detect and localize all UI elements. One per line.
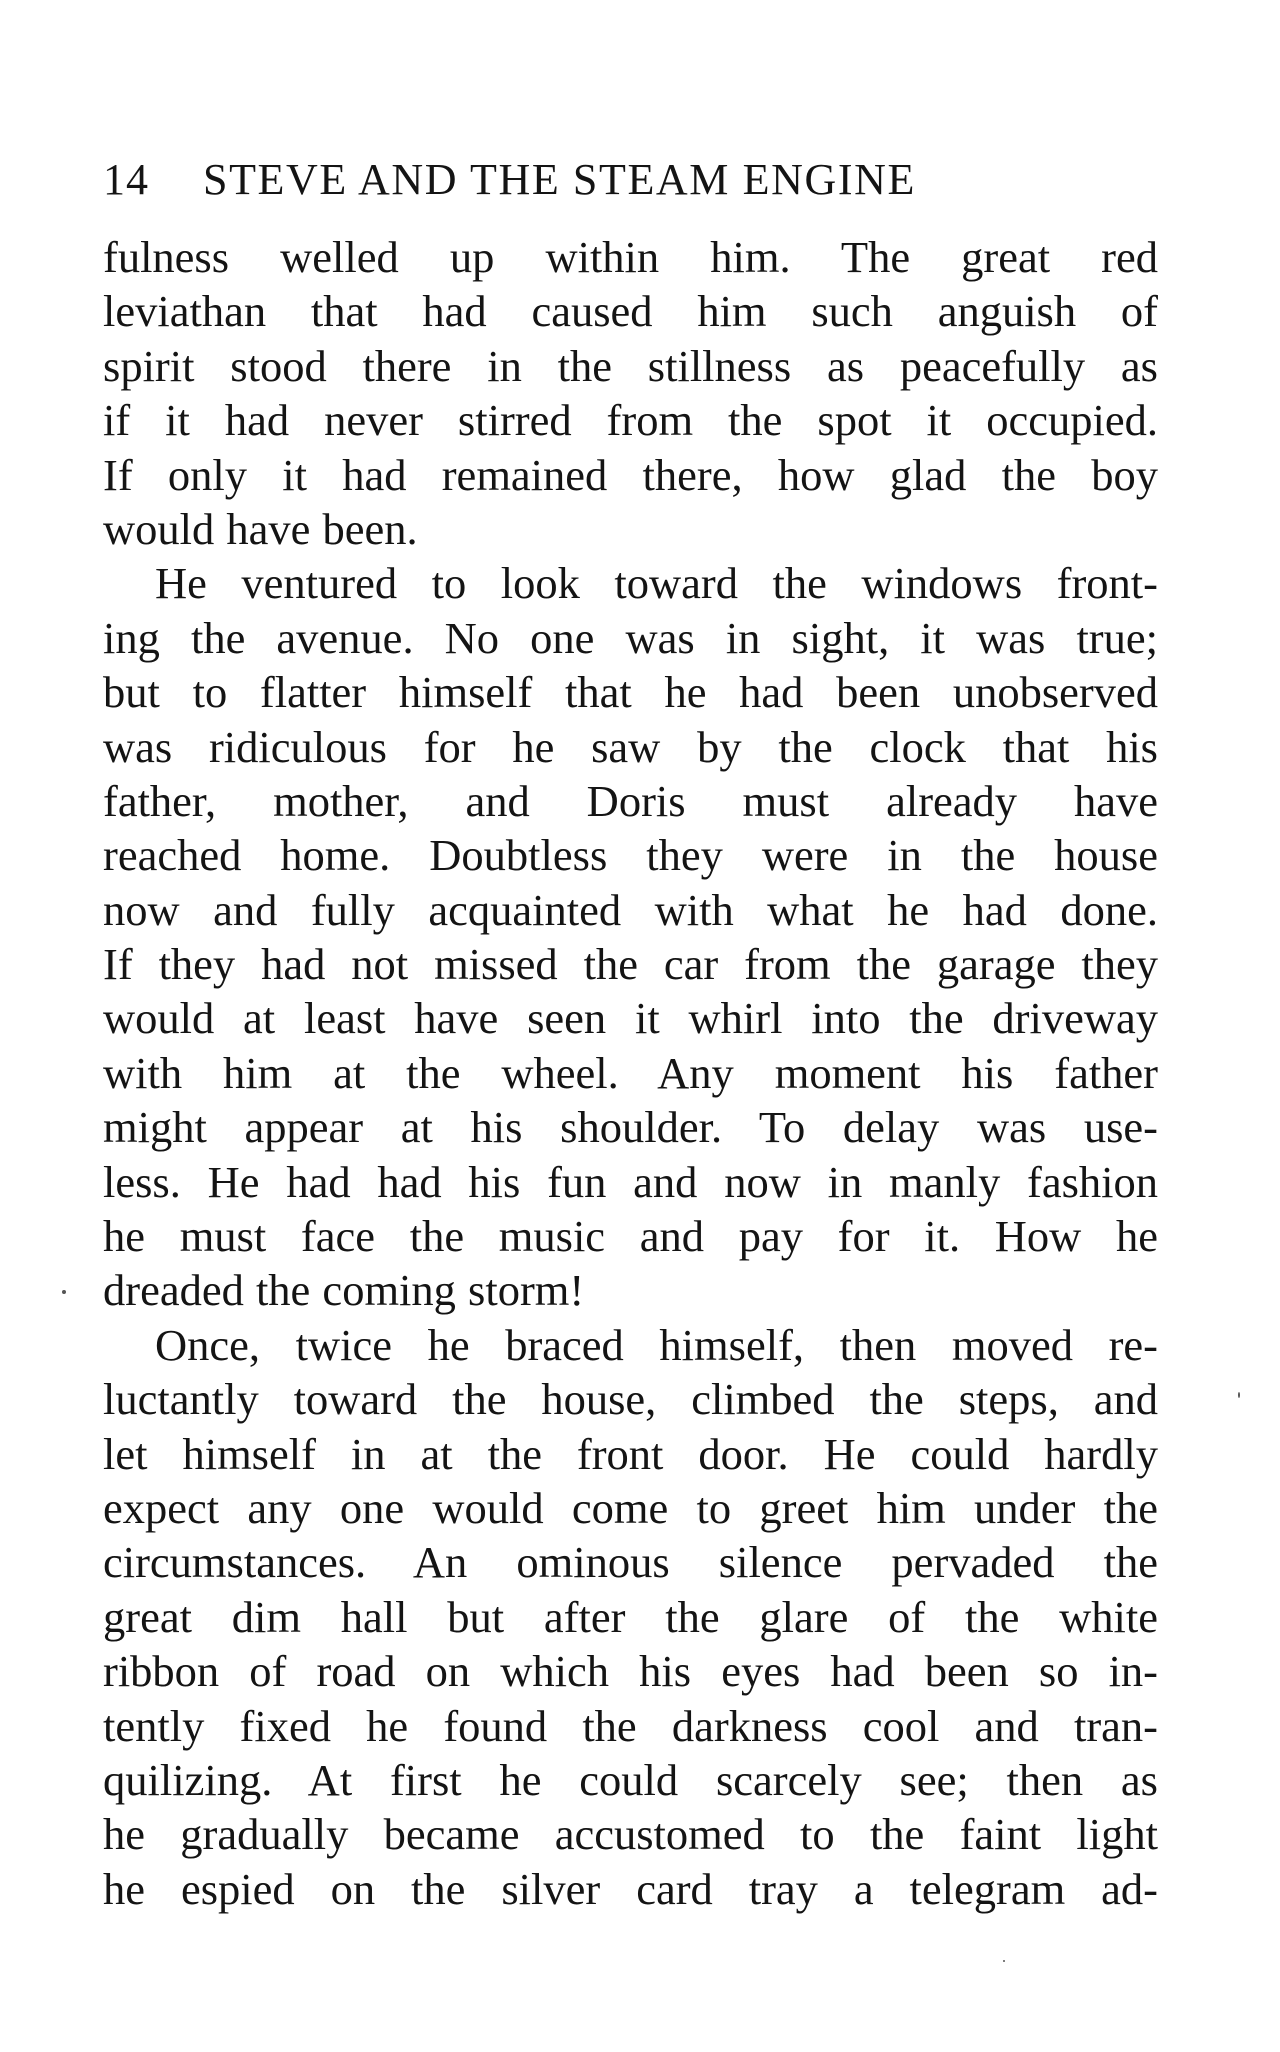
text-line: would have been. — [103, 503, 418, 554]
print-speck — [62, 1290, 66, 1294]
text-line: ribbon of road on which his eyes had been so in- — [103, 1646, 1158, 1697]
text-line: leviathan that had caused him such anguish of — [103, 286, 1158, 337]
text-line: great dim hall but after the glare of the white — [103, 1591, 1158, 1642]
text-line: tently fixed he found the darkness cool and tran- — [103, 1700, 1158, 1751]
text-line: reached home. Doubtless they were in the house — [103, 830, 1158, 881]
text-line: he gradually became accustomed to the faint light — [103, 1809, 1158, 1860]
text-line: was ridiculous for he saw by the clock that his — [103, 721, 1158, 772]
text-line: less. He had had his fun and now in manly fashion — [103, 1156, 1158, 1207]
body-text — [103, 230, 1158, 1916]
text-line: he must face the music and pay for it. How he — [103, 1211, 1158, 1262]
print-speck — [1003, 1960, 1005, 1962]
text-line: with him at the wheel. Any moment his father — [103, 1047, 1158, 1098]
running-head — [103, 150, 1158, 210]
text-line: expect any one would come to greet him under the — [103, 1482, 1158, 1533]
text-line: but to flatter himself that he had been unobserved — [103, 667, 1158, 718]
text-line: would at least have seen it whirl into the driveway — [103, 993, 1158, 1044]
text-line: circumstances. An ominous silence pervaded the — [103, 1537, 1158, 1588]
text-line: dreaded the coming storm! — [103, 1265, 585, 1316]
text-line: ing the avenue. No one was in sight, it was true; — [103, 612, 1158, 663]
text-line: quilizing. At first he could scarcely see; then as — [103, 1754, 1158, 1805]
text-line: If only it had remained there, how glad the boy — [103, 449, 1158, 500]
text-line: He ventured to look toward the windows front- — [155, 558, 1158, 609]
text-line: If they had not missed the car from the garage they — [103, 939, 1158, 990]
text-line: now and fully acquainted with what he had done. — [103, 884, 1158, 935]
text-line: if it had never stirred from the spot it occupied. — [103, 395, 1158, 446]
text-line: father, mother, and Doris must already have — [103, 775, 1158, 826]
text-line: might appear at his shoulder. To delay was use- — [103, 1102, 1158, 1153]
print-speck — [1238, 1392, 1240, 1398]
text-line: spirit stood there in the stillness as peacefully as — [103, 340, 1158, 391]
text-line: luctantly toward the house, climbed the steps, and — [103, 1374, 1158, 1425]
text-line: Once, twice he braced himself, then moved re- — [155, 1319, 1158, 1370]
text-line: let himself in at the front door. He could hardly — [103, 1428, 1158, 1479]
text-line: fulness welled up within him. The great red — [103, 232, 1158, 282]
text-line: he espied on the silver card tray a telegram ad- — [103, 1863, 1158, 1914]
running-title: STEVE AND THE STEAM ENGINE — [203, 155, 916, 204]
page-number: 14 — [103, 155, 149, 204]
